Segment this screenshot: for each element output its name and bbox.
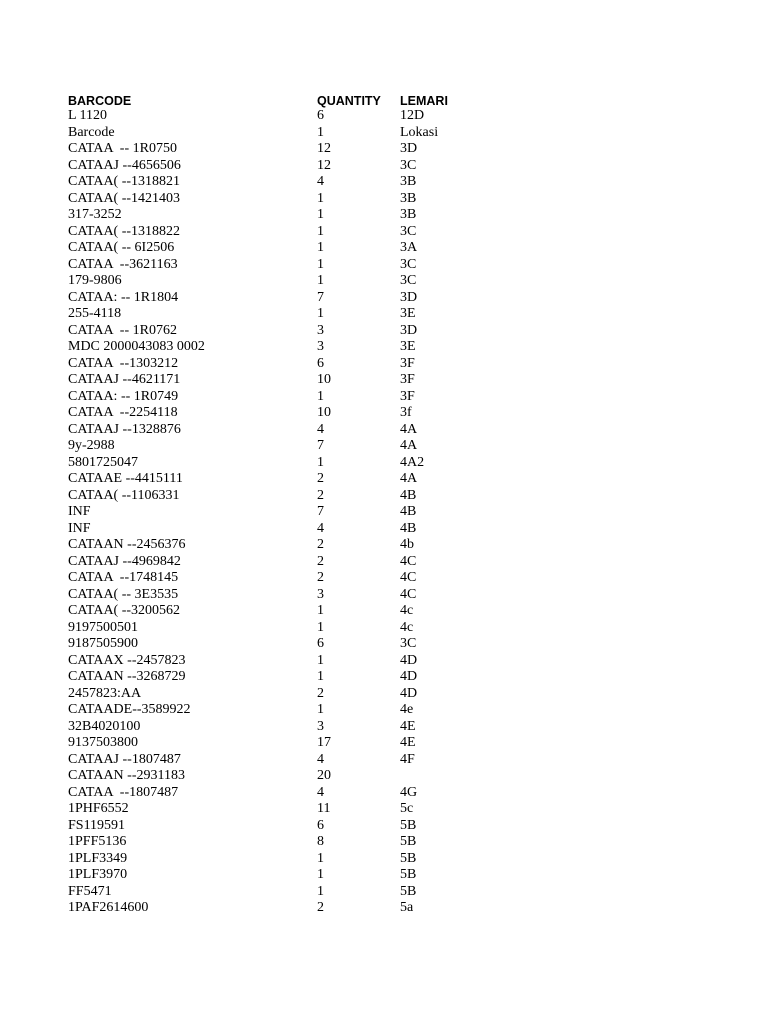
table-row [68,653,520,670]
barcode-cell: CATAAE --4415111 [68,471,183,486]
barcode-cell: CATAA --1807487 [68,784,179,800]
table-row [68,356,520,373]
quantity-cell: 1 [317,619,324,635]
quantity-cell: 1 [317,306,324,321]
lemari-cell: 12D [400,108,425,123]
lemari-cell: 4C [400,586,417,602]
lemari-cell: 5c [400,801,414,816]
barcode-cell: CATAAN --3268729 [68,669,186,684]
lemari-cell: 3F [400,355,415,371]
barcode-cell: Barcode [68,124,115,140]
barcode-cell: CATAAJ --1328876 [68,421,181,437]
barcode-cell: CATAA( --3200562 [68,603,181,618]
lemari-cell: 5a [400,900,414,915]
table-row [68,273,520,290]
quantity-cell: 4 [317,520,324,536]
barcode-cell: MDC 2000043083 0002 [68,339,205,354]
barcode-cell: 317-3252 [68,207,122,222]
lemari-cell: 4C [400,570,417,585]
table-row [68,900,520,917]
table-row [68,372,520,389]
barcode-cell: 179-9806 [68,273,122,288]
table-row [68,471,520,488]
header-row [68,88,520,108]
quantity-column-header: QUANTITY [317,94,381,108]
barcode-cell: CATAAJ --4621171 [68,372,181,387]
barcode-column-header: BARCODE [68,94,132,108]
barcode-cell: 5801725047 [68,454,138,470]
barcode-cell: 2457823:AA [68,685,142,701]
lemari-cell: 4b [400,537,414,552]
barcode-cell: 1PLF3970 [68,867,128,882]
quantity-cell: 1 [317,388,324,404]
table-row [68,636,520,653]
quantity-cell: 6 [317,355,324,371]
quantity-cell: 1 [317,124,324,140]
lemari-cell: 3C [400,256,417,272]
table-row [68,702,520,719]
barcode-cell: INF [68,520,91,536]
table-row [68,521,520,538]
lemari-cell: 5B [400,850,417,866]
lemari-column-header: LEMARI [400,94,448,108]
table-row [68,570,520,587]
quantity-cell: 1 [317,190,324,206]
quantity-cell: 7 [317,438,324,453]
lemari-cell: 4A [400,438,418,453]
table-row [68,752,520,769]
quantity-cell: 1 [317,652,324,668]
quantity-cell: 3 [317,586,324,602]
quantity-cell: 1 [317,867,324,882]
quantity-cell: 6 [317,817,324,833]
table-row [68,818,520,835]
barcode-cell: CATAA( -- 3E3535 [68,586,179,602]
lemari-cell: 4A2 [400,454,425,470]
quantity-cell: 2 [317,685,324,701]
barcode-cell: 32B4020100 [68,718,141,734]
barcode-cell: CATAAJ --4969842 [68,553,181,569]
barcode-cell: 1PLF3349 [68,850,128,866]
quantity-cell: 12 [317,157,331,173]
table-row [68,389,520,406]
lemari-cell: 3A [400,240,418,255]
quantity-cell: 8 [317,834,324,849]
quantity-cell: 1 [317,256,324,272]
barcode-cell: CATAAN --2931183 [68,768,185,783]
lemari-cell: 4D [400,652,418,668]
lemari-cell: 3E [400,339,416,354]
table-row [68,290,520,307]
lemari-cell: 5B [400,867,417,882]
quantity-cell: 1 [317,603,324,618]
table-row [68,207,520,224]
lemari-cell: 4A [400,421,418,437]
barcode-cell: CATAA --2254118 [68,405,178,420]
table-row [68,224,520,241]
lemari-cell: 4B [400,504,417,519]
table-row [68,422,520,439]
barcode-cell: 9y-2988 [68,438,115,453]
quantity-cell: 1 [317,454,324,470]
table-row [68,785,520,802]
lemari-cell: 3D [400,289,418,305]
lemari-cell: 3E [400,306,416,321]
barcode-cell: CATAA( --1318822 [68,223,181,239]
barcode-cell: CATAA -- 1R0750 [68,141,177,156]
table-row [68,438,520,455]
lemari-cell: 5B [400,883,417,899]
table-row [68,191,520,208]
quantity-cell: 2 [317,471,324,486]
table-row [68,554,520,571]
barcode-cell: CATAAX --2457823 [68,652,186,668]
quantity-cell: 1 [317,850,324,866]
lemari-cell: 4D [400,669,418,684]
barcode-cell: CATAA( -- 6I2506 [68,240,175,255]
quantity-cell: 4 [317,174,324,189]
quantity-cell: 4 [317,421,324,437]
quantity-cell: 20 [317,768,331,783]
quantity-cell: 2 [317,487,324,503]
table-row [68,158,520,175]
barcode-cell: CATAA --1303212 [68,355,179,371]
quantity-cell: 1 [317,702,324,717]
barcode-cell: CATAAN --2456376 [68,537,186,552]
quantity-cell: 1 [317,240,324,255]
quantity-cell: 10 [317,405,331,420]
table-row [68,603,520,620]
table-row [68,240,520,257]
lemari-cell: Lokasi [400,124,439,140]
table-row [68,323,520,340]
quantity-cell: 2 [317,570,324,585]
lemari-cell: 3B [400,207,417,222]
lemari-cell: 5B [400,817,417,833]
barcode-cell: 9187505900 [68,636,138,651]
quantity-cell: 3 [317,339,324,354]
lemari-cell: 3C [400,157,417,173]
table-row [68,174,520,191]
quantity-cell: 2 [317,553,324,569]
table-row [68,306,520,323]
quantity-cell: 1 [317,207,324,222]
quantity-cell: 1 [317,883,324,899]
lemari-cell: 3C [400,273,417,288]
barcode-cell: 9137503800 [68,735,138,750]
barcode-cell: 9197500501 [68,619,138,635]
barcode-cell: 1PHF6552 [68,801,129,816]
lemari-cell: 4D [400,685,418,701]
table-row [68,834,520,851]
lemari-cell: 4F [400,751,415,767]
quantity-cell: 17 [317,735,331,750]
quantity-cell: 1 [317,669,324,684]
barcode-cell: CATAA --1748145 [68,570,179,585]
lemari-cell: 5B [400,834,417,849]
quantity-cell: 2 [317,900,324,915]
quantity-cell: 3 [317,718,324,734]
barcode-cell: INF [68,504,91,519]
lemari-cell: 4G [400,784,418,800]
lemari-cell: 3B [400,190,417,206]
lemari-cell: 3F [400,388,415,404]
table-row [68,339,520,356]
table-row [68,669,520,686]
lemari-cell: 3C [400,223,417,239]
quantity-cell: 4 [317,751,324,767]
lemari-cell: 3f [400,405,412,420]
table-body [68,108,520,917]
table-row [68,257,520,274]
lemari-cell: 4C [400,553,417,569]
table-row [68,125,520,142]
quantity-cell: 10 [317,372,331,387]
table-row [68,735,520,752]
quantity-cell: 12 [317,141,331,156]
lemari-cell [400,768,520,785]
table-row [68,620,520,637]
barcode-cell: 1PAF2614600 [68,900,149,915]
inventory-table [68,88,520,917]
lemari-cell: 3D [400,322,418,338]
table-row [68,768,520,785]
lemari-cell: 3C [400,636,417,651]
table-row [68,108,520,125]
barcode-cell: CATAA --3621163 [68,256,178,272]
table-row [68,504,520,521]
lemari-cell: 4B [400,487,417,503]
table-row [68,587,520,604]
barcode-cell: L 1120 [68,108,108,123]
quantity-cell: 6 [317,108,324,123]
barcode-cell: FF5471 [68,883,112,899]
table-row [68,488,520,505]
quantity-cell: 7 [317,289,324,305]
barcode-cell: CATAAJ --4656506 [68,157,181,173]
quantity-cell: 1 [317,273,324,288]
table-row [68,141,520,158]
lemari-cell: 4E [400,718,416,734]
lemari-cell: 4c [400,619,414,635]
barcode-cell: CATAA( --1318821 [68,174,181,189]
quantity-cell: 4 [317,784,324,800]
table-row [68,884,520,901]
barcode-cell: CATAA( --1106331 [68,487,180,503]
lemari-cell: 4e [400,702,414,717]
table-row [68,405,520,422]
lemari-cell: 4E [400,735,416,750]
quantity-cell: 1 [317,223,324,239]
quantity-cell: 3 [317,322,324,338]
barcode-cell: CATAA: -- 1R0749 [68,388,179,404]
table-row [68,851,520,868]
document-page [68,88,728,917]
quantity-cell: 7 [317,504,324,519]
barcode-cell: CATAA( --1421403 [68,190,181,206]
quantity-cell: 2 [317,537,324,552]
lemari-cell: 3F [400,372,415,387]
lemari-cell: 3D [400,141,418,156]
lemari-cell: 4c [400,603,414,618]
barcode-cell: 1PFF5136 [68,834,127,849]
barcode-cell: CATAA -- 1R0762 [68,322,177,338]
table-row [68,455,520,472]
table-row [68,537,520,554]
barcode-cell: CATAADE--3589922 [68,702,191,717]
table-row [68,867,520,884]
barcode-cell: CATAAJ --1807487 [68,751,181,767]
barcode-cell: FS119591 [68,817,126,833]
quantity-cell: 6 [317,636,324,651]
barcode-cell: CATAA: -- 1R1804 [68,289,179,305]
lemari-cell: 3B [400,174,417,189]
lemari-cell: 4B [400,520,417,536]
table-row [68,801,520,818]
table-row [68,686,520,703]
barcode-cell: 255-4118 [68,306,122,321]
table-row [68,719,520,736]
quantity-cell: 11 [317,801,331,816]
lemari-cell: 4A [400,471,418,486]
